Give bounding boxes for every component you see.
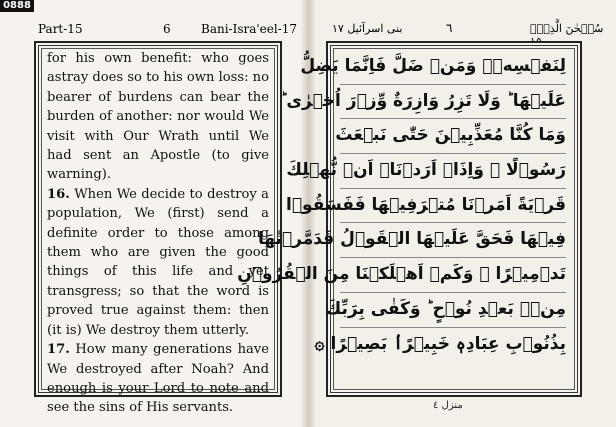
paragraph-text: When We decide to destroy a population, We (first) send a definite order to those among them who are given the good things of this life and yet transgress; so that the word is proved true against them: then (it is) We destroy them utterly. [47, 186, 269, 338]
manzil-marker: منزل ٤ [433, 400, 463, 411]
arabic-line: عَلَيۡهَا ؕ وَلَا تَزِرُ وَازِرَةٌ وِّزۡرَ اُخۡرٰى ؕ [340, 85, 566, 120]
verse-number: 16. [47, 186, 70, 202]
part-label: Part-15 [38, 22, 83, 36]
arabic-surah-header: بنی اسرآئیل ۱۷ [332, 22, 403, 35]
arabic-page-number: ٦ [446, 21, 453, 35]
arabic-line: قَرۡيَةً اَمَرۡنَا مُتۡرَفِيۡهَا فَفَسَقُوۡا [340, 189, 566, 224]
image-id-badge: 0888 [0, 0, 34, 12]
arabic-part-header: سُبۡحٰنَ الَّذِیۡۤ [530, 22, 604, 35]
page-number: 6 [163, 22, 171, 36]
arabic-text [237, 50, 566, 361]
surah-name: Bani-Isra'eel-17 [201, 22, 298, 36]
arabic-line: وَمَا كُنَّا مُعَذِّبِيۡنَ حَتّٰى نَبۡعَثَ [340, 119, 566, 154]
arabic-line: بِذُنُوۡبِ عِبَادِهٖ خَبِيۡرًاۢ بَصِيۡرًا ۞ [314, 333, 566, 354]
arabic-line: لِنَفۡسِهٖۚ وَمَنۡ ضَلَّ فَاِنَّمَا يَضِلُّ [340, 50, 566, 85]
paragraph [47, 49, 269, 185]
arabic-line: تَدۡمِيۡرًا ۞ وَكَمۡ اَهۡلَكۡنَا مِنَ الۡقُرُوۡنِ [340, 258, 566, 293]
arabic-line: فِيۡهَا فَحَقَّ عَلَيۡهَا الۡقَوۡلُ فَدَمَّرۡنٰهَا [340, 223, 566, 258]
paragraph [47, 340, 269, 418]
arabic-line: مِنۡۢ بَعۡدِ نُوۡحٍ ؕ وَكَفٰى بِرَبِّكَ [340, 293, 566, 328]
arabic-line: رَسُوۡلًا ۞ وَاِذَاۤ اَرَدۡنَاۤ اَنۡ نُّهۡلِكَ [340, 154, 566, 189]
verse-number: 17. [47, 342, 70, 358]
paragraph-text: How many generations have We destroyed after Noah? And enough is your Lord to note and see the sins of His servants. [47, 342, 269, 416]
paragraph-text: for his own benefit: who goes astray does so to his own loss: no bearer of burdens can bear the burden of another: nor would We visit with Our Wrath until We had sent an Apostle (to give warning). [47, 51, 269, 183]
translation-text [47, 49, 269, 418]
paragraph [47, 185, 269, 340]
